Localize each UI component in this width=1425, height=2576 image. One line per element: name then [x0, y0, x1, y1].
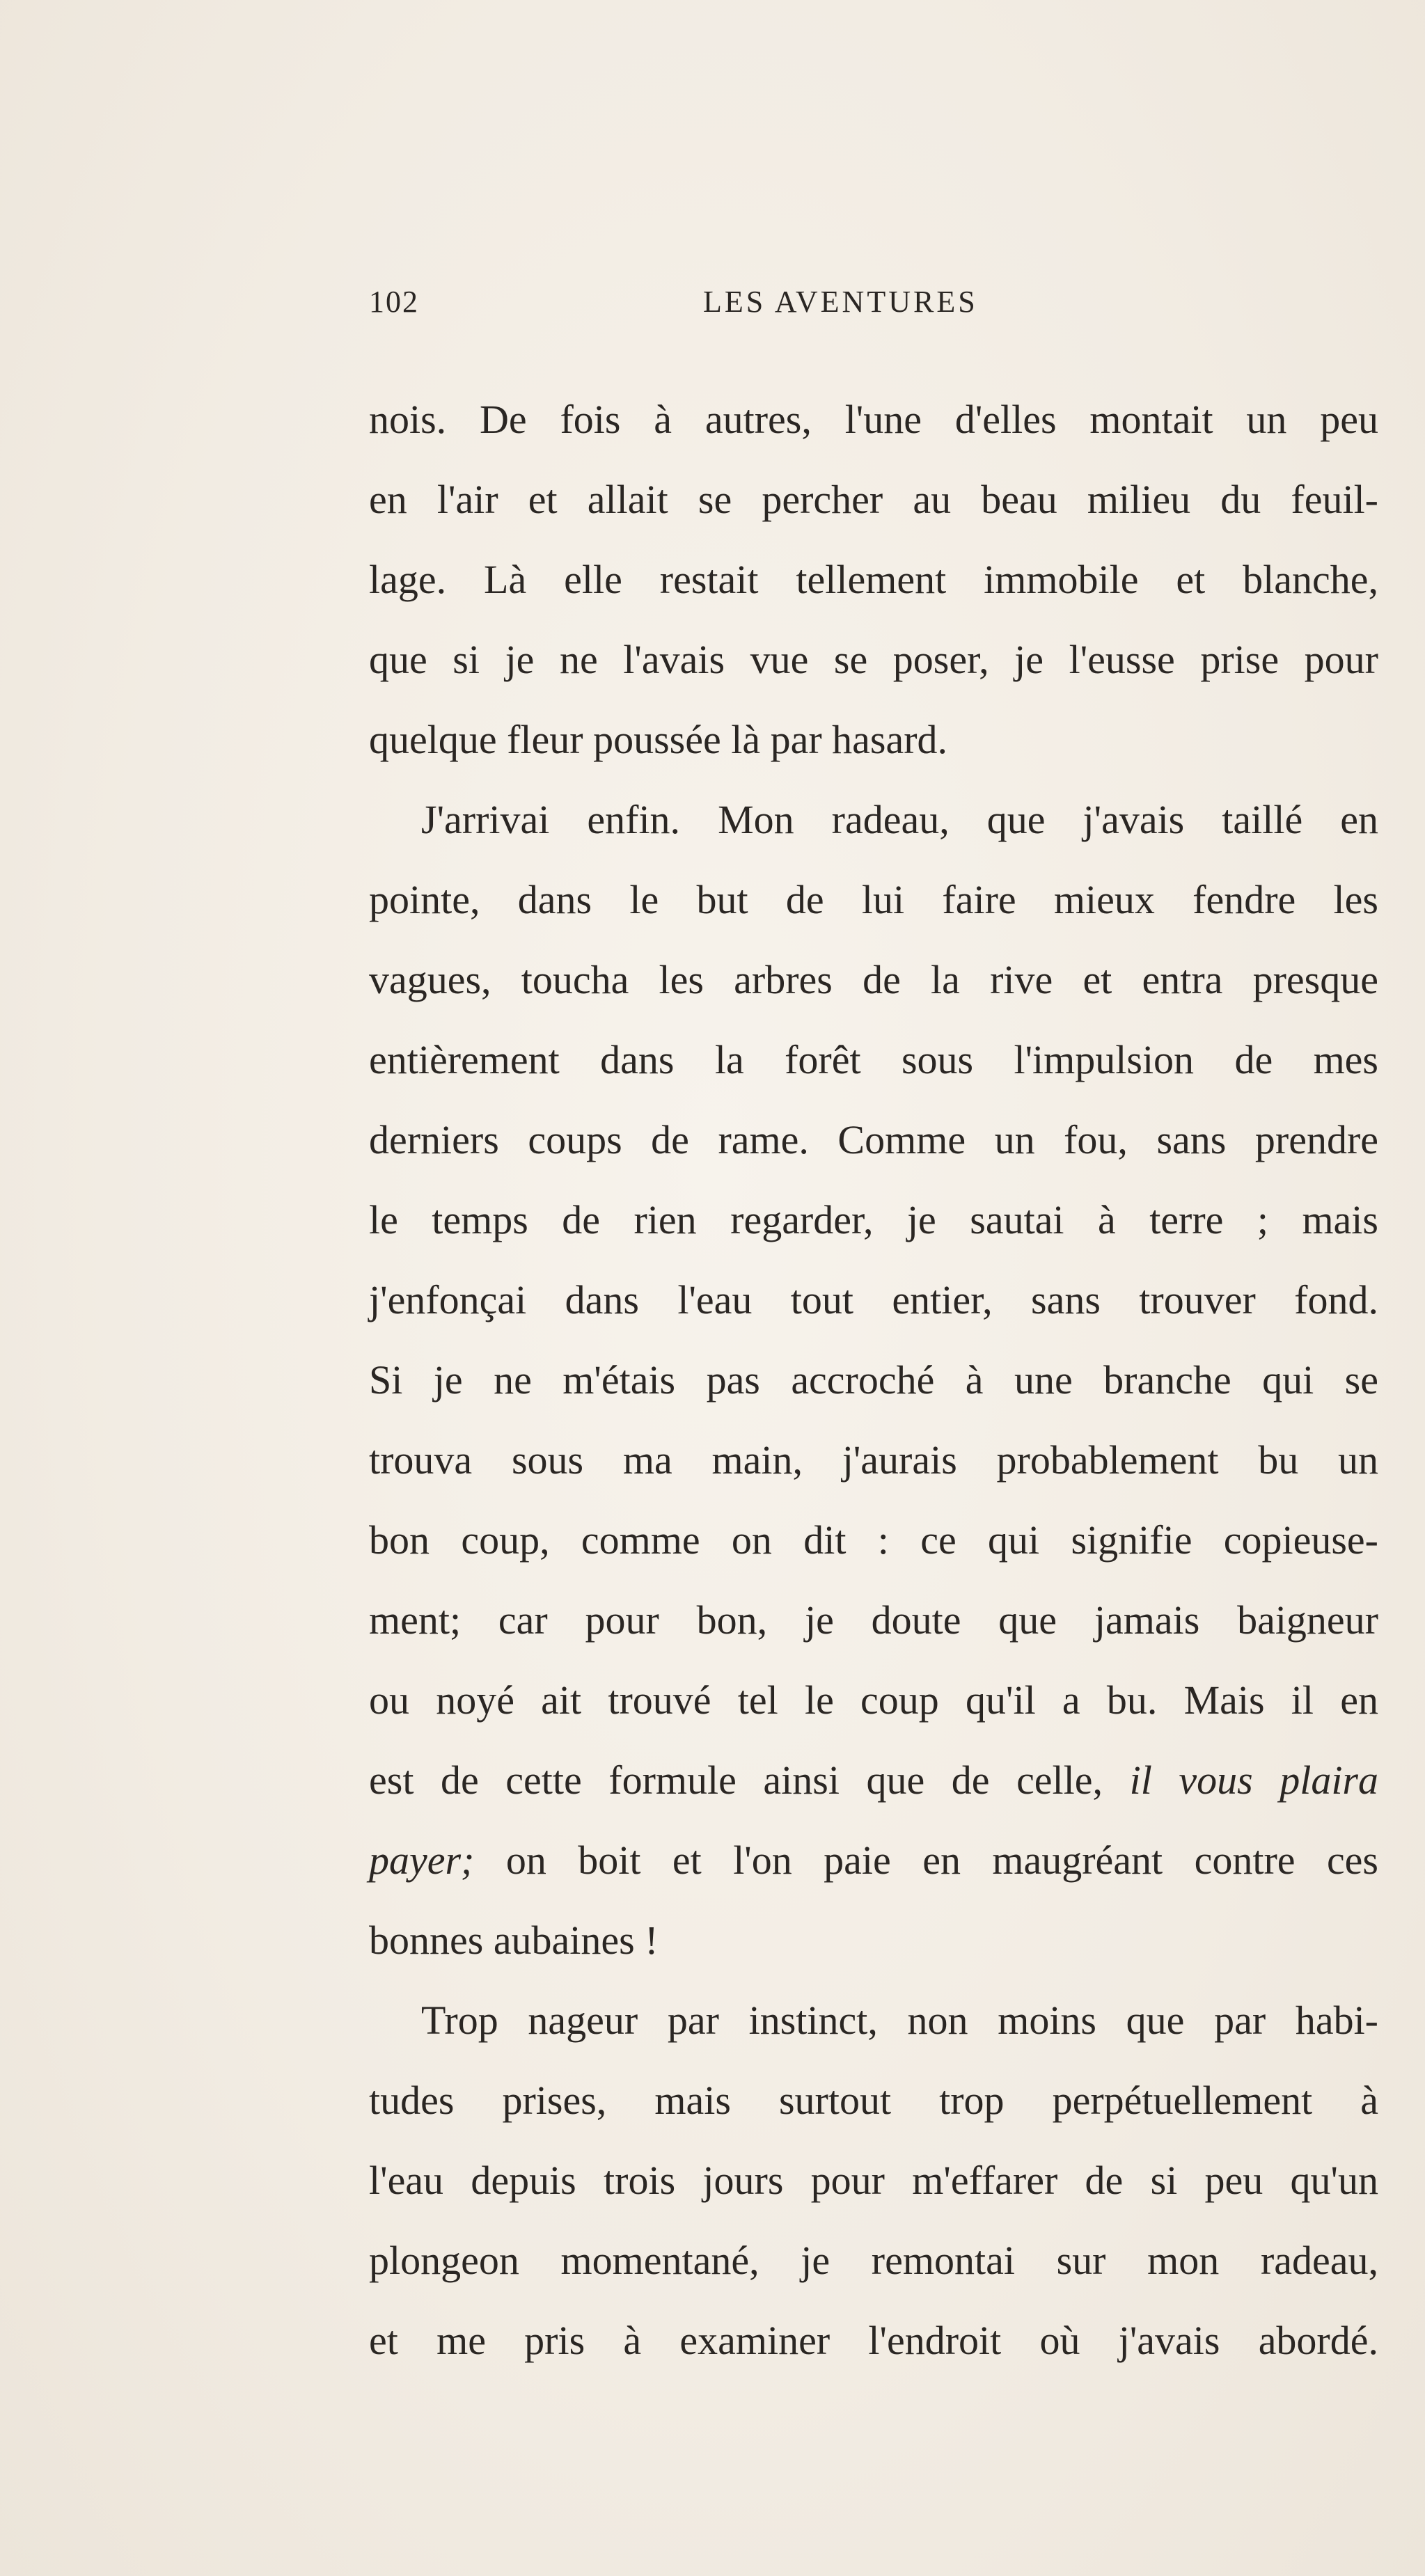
text-line: que si je ne l'avais vue se poser, je l'eusse prise pour — [369, 637, 1378, 682]
italic-phrase: payer; — [369, 1838, 475, 1883]
text-line: et me pris à examiner l'endroit où j'avais abordé. — [369, 2318, 1378, 2363]
text-line: tudes prises, mais surtout trop perpétuellement à — [369, 2078, 1378, 2123]
text-line: entièrement dans la forêt sous l'impulsion de mes — [369, 1037, 1378, 1082]
paragraph-start-line: Trop nageur par instinct, non moins que par habi- — [421, 1998, 1378, 2043]
text-segment: on boit et l'on paie en maugréant contre ces — [505, 1838, 1378, 1883]
paragraph-start-line: J'arrivai enfin. Mon radeau, que j'avais taillé en — [421, 797, 1378, 842]
text-line: Si je ne m'étais pas accroché à une branche qui se — [369, 1357, 1378, 1402]
text-line: nois. De fois à autres, l'une d'elles montait un peu — [369, 397, 1378, 442]
text-line: plongeon momentané, je remontai sur mon radeau, — [369, 2238, 1378, 2283]
text-line-with-italic — [369, 1740, 1378, 1820]
text-line: ment; car pour bon, je doute que jamais baigneur — [369, 1597, 1378, 1643]
text-line: l'eau depuis trois jours pour m'effarer de si peu qu'un — [369, 2158, 1378, 2203]
text-line: bonnes aubaines ! — [369, 1918, 659, 1963]
text-line: pointe, dans le but de lui faire mieux fendre les — [369, 877, 1378, 922]
text-line: en l'air et allait se percher au beau milieu du feuil- — [369, 477, 1378, 522]
text-line: vagues, toucha les arbres de la rive et entra presque — [369, 957, 1378, 1002]
text-line: quelque fleur poussée là par hasard. — [369, 717, 948, 762]
text-line: j'enfonçai dans l'eau tout entier, sans trouver fond. — [369, 1277, 1378, 1322]
page-number: 102 — [369, 285, 419, 319]
text-line: derniers coups de rame. Comme un fou, sans prendre — [369, 1117, 1378, 1162]
text-line: le temps de rien regarder, je sautai à terre ; mais — [369, 1197, 1378, 1242]
running-title: LES AVENTURES — [703, 285, 978, 319]
text-line-with-italic — [369, 1820, 1378, 1900]
text-line: ou noyé ait trouvé tel le coup qu'il a bu. Mais il en — [369, 1677, 1378, 1723]
body-text — [369, 379, 1378, 2380]
text-line: bon coup, comme on dit : ce qui signifie copieuse- — [369, 1517, 1378, 1563]
text-segment: est de cette formule ainsi que de celle, — [369, 1757, 1103, 1803]
text-line: lage. Là elle restait tellement immobile et blanche, — [369, 557, 1378, 602]
italic-phrase: il vous plaira — [1129, 1757, 1379, 1803]
text-line: trouva sous ma main, j'aurais probablement bu un — [369, 1437, 1378, 1483]
page-header — [369, 284, 1413, 340]
